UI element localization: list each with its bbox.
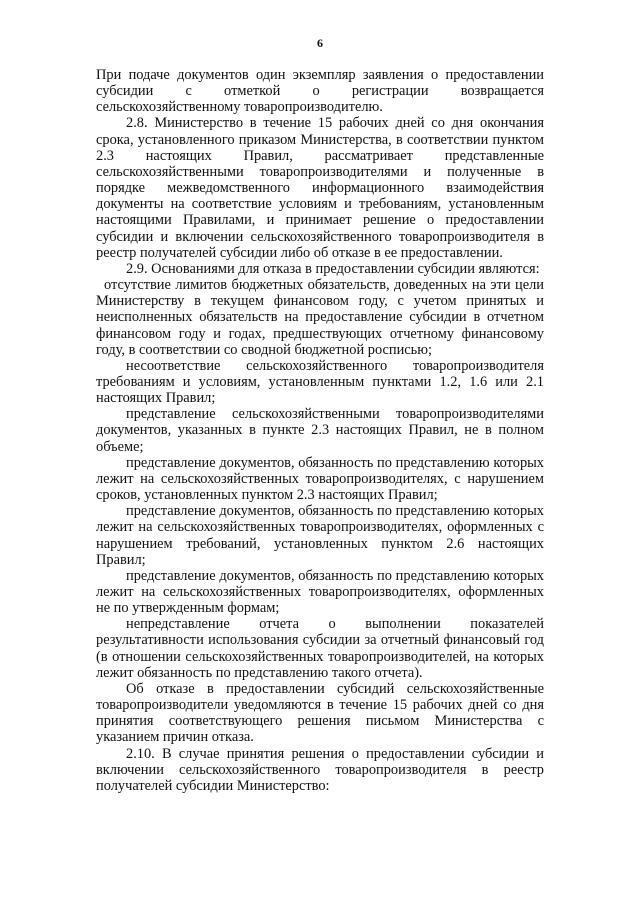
paragraph-2-9: 2.9. Основаниями для отказа в предоставлении субсидии являются: — [126, 260, 540, 277]
paragraph-submission: При подаче документов один экземпляр заявления о предоставлении субсидии с отметкой о регистрации возвращается сельскохозяйственному товаропроизводителю. — [96, 67, 544, 116]
page-number: 6 — [317, 36, 323, 50]
paragraph-2-10: 2.10. В случае принятия решения о предоставлении субсидии и включении сельскохозяйственного товаропроизводителя в реестр получателей субсидии Министерство: — [96, 745, 544, 794]
paragraph-mismatch: несоответствие сельскохозяйственного товаропроизводителя требованиям и условиям, установленным пунктами 1.2, 1.6 или 2.1 настоящих Правил; — [96, 357, 544, 407]
paragraph-requirements: представление документов, обязанность по представлению которых лежит на сельскохозяйственных товаропроизводителях, оформленных с нарушением требований, установленных пунктом 2.6 настоящих Правил; — [96, 503, 544, 568]
paragraph-limits: отсутствие лимитов бюджетных обязательств, доведенных на эти цели Министерству в текущем финансовом году, с учетом принятых и неисполненных обязательств на предоставление субсидии в отчетном финансовом году и годах, предшествующих отчетному финансовому году, в соответствии со сводной бюджетной росписью; — [96, 277, 544, 358]
paragraph-notify: Об отказе в предоставлении субсидий сельскохозяйственные товаропроизводители уведомляются в течение 15 рабочих дней со дня принятия соответствующего решения письмом Министерства с указанием причин отказа. — [96, 680, 544, 746]
paragraph-forms: представление документов, обязанность по представлению которых лежит на сельскохозяйственных товаропроизводителях, оформленных не по утвержденным формам; — [96, 567, 544, 617]
document-body — [96, 67, 544, 794]
paragraph-deadline: представление документов, обязанность по представлению которых лежит на сельскохозяйственных товаропроизводителях, с нарушением сроков, установленных пунктом 2.3 настоящих Правил; — [96, 454, 544, 504]
paragraph-incomplete: представление сельскохозяйственными товаропроизводителями документов, указанных в пункте 2.3 настоящих Правил, не в полном объеме; — [96, 406, 544, 455]
paragraph-2-8: 2.8. Министерство в течение 15 рабочих дней со дня окончания срока, установленного приказом Министерства, в соответствии пунктом 2.3 настоящих Правил, рассматривает представленные сельскохозяйственными товаропроизводителями и полученные в порядке межведомственного информационного взаимодействия документы на соответствие условиям и требованиям, установленным настоящими Правилами, и принимает решение о предоставлении субсидии и включении сельскохозяйственного товаропроизводителя в реестр получателей субсидии либо об отказе в ее предоставлении. — [96, 115, 544, 261]
paragraph-report: непредставление отчета о выполнении показателей результативности использования субсидии за отчетный финансовый год (в отношении сельскохозяйственных товаропроизводителей, на которых лежит обязанность по представлению такого отчета). — [96, 616, 544, 681]
